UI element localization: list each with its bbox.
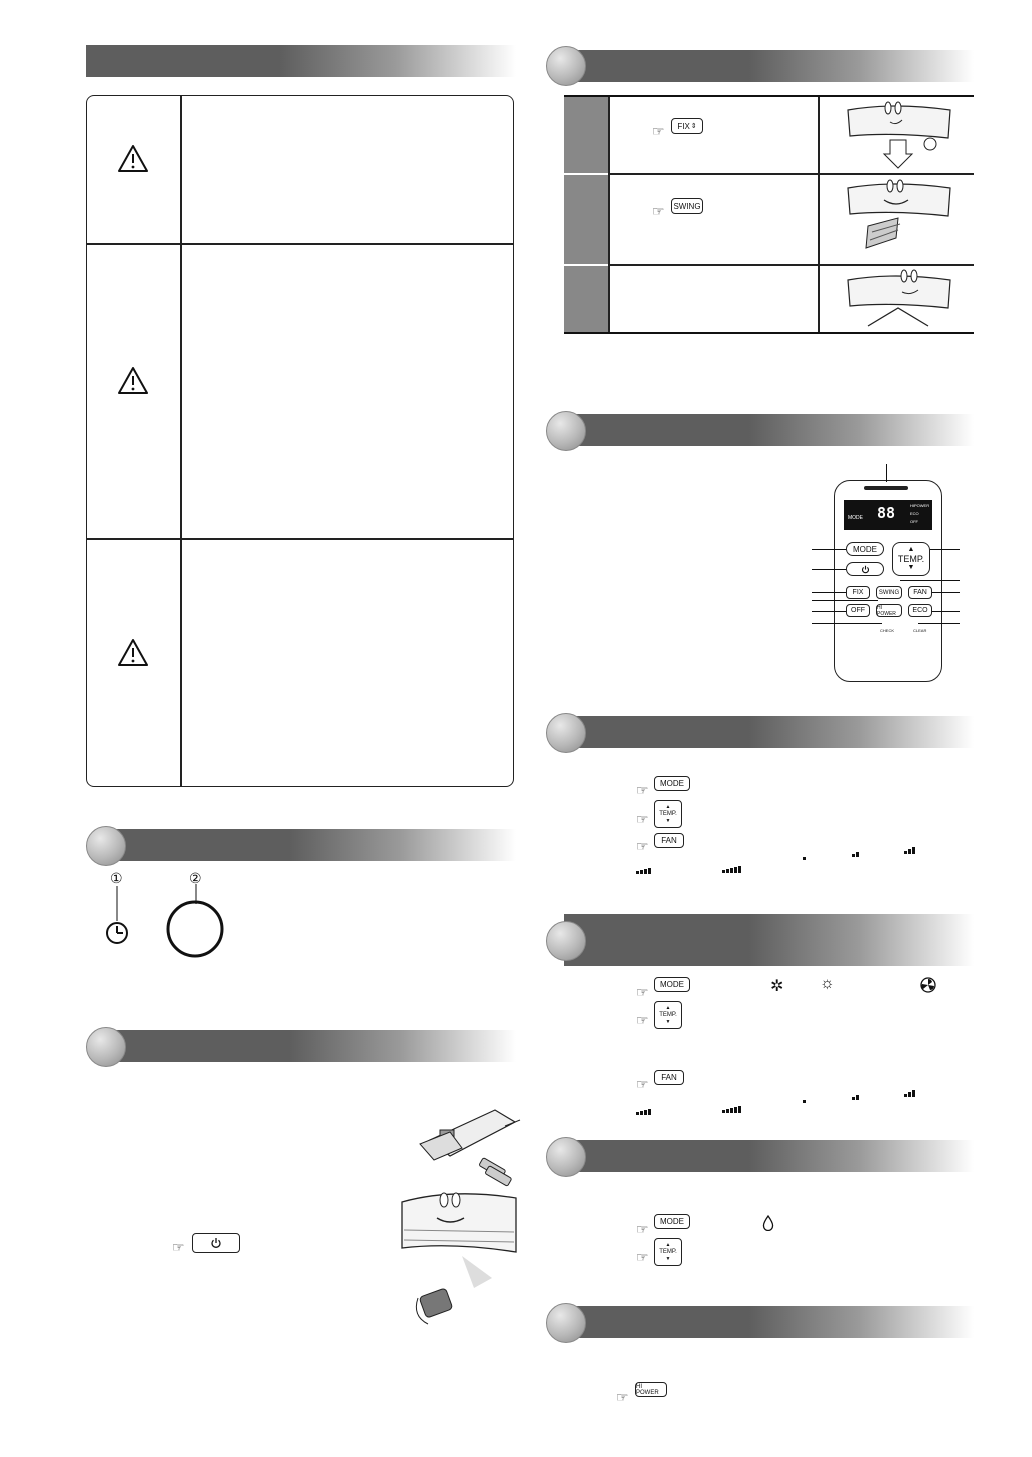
callout-line <box>812 611 846 612</box>
power-icon <box>210 1237 222 1249</box>
table-divider <box>180 96 182 786</box>
fix-button[interactable] <box>671 118 703 134</box>
remote-temp-button[interactable] <box>892 542 930 576</box>
fan-speed-5-icon <box>722 1095 742 1113</box>
remote-callout-top <box>886 464 887 482</box>
down-arrow-icon: ▼ <box>665 1019 671 1025</box>
warning-icon <box>117 366 149 396</box>
table-divider <box>818 95 820 333</box>
pointing-hand-icon: ☞ <box>636 1076 649 1092</box>
warning-table <box>86 95 514 787</box>
temp-label: TEMP. <box>659 1012 677 1018</box>
mode-button[interactable] <box>654 977 690 992</box>
lcd-off-label: OFF <box>910 519 918 524</box>
power-icon <box>861 565 870 574</box>
table-divider <box>608 95 610 333</box>
table-row-divider <box>564 173 608 175</box>
up-arrow-icon: ▲ <box>907 546 915 553</box>
pointing-hand-icon: ☞ <box>636 984 649 1000</box>
callout-line <box>812 623 882 624</box>
off-label: OFF <box>851 607 865 614</box>
pointing-hand-icon: ☞ <box>616 1389 629 1405</box>
dry-drop-icon <box>762 1215 774 1231</box>
section-number-circle <box>546 1303 586 1343</box>
down-arrow-icon: ▼ <box>665 1256 671 1262</box>
fan-button[interactable] <box>654 833 684 848</box>
table-row-divider <box>608 264 974 266</box>
callout-line <box>812 549 846 550</box>
table-row-divider <box>87 243 513 245</box>
louver-auto-illustration <box>838 268 958 332</box>
section-number-circle <box>546 411 586 451</box>
section-header-bar <box>564 50 974 82</box>
mode-label: MODE <box>660 1217 684 1226</box>
remote-clear-label: CLEAR <box>913 628 927 633</box>
callout-line <box>812 569 846 570</box>
fan-speed-4-icon <box>636 1097 652 1115</box>
temp-label: TEMP. <box>897 554 925 564</box>
fan-speed-1-icon <box>803 842 807 860</box>
fan-speed-2-icon <box>852 839 860 857</box>
warning-icon <box>117 144 149 174</box>
mode-button[interactable] <box>654 776 690 791</box>
louver-swing-illustration <box>838 178 958 262</box>
mode-button[interactable] <box>654 1214 690 1229</box>
pointing-hand-icon: ☞ <box>636 1249 649 1265</box>
section-header-bar <box>86 45 516 77</box>
pointing-hand-icon: ☞ <box>636 1221 649 1237</box>
remote-emitter <box>864 486 908 490</box>
pointing-hand-icon: ☞ <box>172 1239 185 1255</box>
fan-label: FAN <box>913 589 927 596</box>
callout-line <box>930 549 960 550</box>
temp-label: TEMP. <box>659 1249 677 1255</box>
up-arrow-icon: ▲ <box>665 804 671 810</box>
mode-label: MODE <box>853 544 877 554</box>
indicator-label-2: ② <box>189 870 202 886</box>
fan-label: FAN <box>661 1073 677 1082</box>
louver-fix-illustration <box>838 100 958 172</box>
pointing-hand-icon: ☞ <box>636 838 649 854</box>
fix-label: FIX <box>852 589 864 596</box>
section-number-circle <box>546 921 586 961</box>
table-label-cell <box>564 95 608 333</box>
mode-label: MODE <box>660 980 684 989</box>
section-number-circle <box>546 1137 586 1177</box>
section-header-bar <box>564 1306 974 1338</box>
pointing-hand-icon: ☞ <box>652 123 665 139</box>
fan-speed-1-icon <box>803 1085 807 1103</box>
receiver-window-icon <box>162 884 228 960</box>
table-bottom <box>564 332 974 334</box>
section-number-circle <box>546 713 586 753</box>
callout-line <box>932 611 960 612</box>
section-header-bar <box>564 716 974 748</box>
table-top <box>564 95 974 97</box>
lcd-eco-label: ECO <box>910 511 919 516</box>
fan-mode-icon <box>920 977 936 993</box>
pointing-hand-icon: ☞ <box>636 782 649 798</box>
battery-insertion-illustration <box>410 1100 522 1188</box>
callout-line <box>900 580 960 581</box>
fan-speed-3-icon <box>904 836 916 854</box>
down-arrow-icon: ▼ <box>907 564 915 571</box>
remote-hipower-button[interactable] <box>876 604 902 617</box>
hipower-button[interactable] <box>635 1382 667 1397</box>
table-row-divider <box>608 173 974 175</box>
lcd-hipower-label: HIPOWER <box>910 503 930 508</box>
pointing-hand-icon: ☞ <box>636 811 649 827</box>
section-header-bar <box>104 1030 516 1062</box>
fan-speed-5-icon <box>722 855 742 873</box>
pointing-hand-icon: ☞ <box>636 1012 649 1028</box>
remote-mode-button[interactable] <box>846 542 884 556</box>
mode-label: MODE <box>660 779 684 788</box>
down-arrow-icon: ▼ <box>665 818 671 824</box>
up-arrow-icon: ▲ <box>665 1005 671 1011</box>
swing-button[interactable] <box>671 198 703 214</box>
fan-label: FAN <box>661 836 677 845</box>
fan-speed-2-icon <box>852 1082 860 1100</box>
indicator-label-1: ① <box>110 870 123 886</box>
hipower-label: HI POWER <box>636 1383 659 1396</box>
section-header-bar <box>564 914 974 966</box>
remote-eco-button[interactable] <box>908 604 932 617</box>
power-button[interactable] <box>192 1233 240 1253</box>
up-arrow-icon: ▲ <box>665 1242 671 1248</box>
swing-label: SWING <box>673 201 701 211</box>
section-number-circle <box>86 1027 126 1067</box>
swing-label: SWING <box>878 589 900 596</box>
unit-with-remote-illustration <box>382 1186 522 1326</box>
fan-button[interactable] <box>654 1070 684 1085</box>
eco-label: ECO <box>912 607 928 614</box>
lcd-mode-label: MODE <box>848 515 863 521</box>
remote-power-button[interactable] <box>846 562 884 576</box>
fix-label: FIX <box>677 121 690 131</box>
fan-speed-4-icon <box>636 856 652 874</box>
lcd-temp-digits: 88 <box>877 504 896 522</box>
lcd-display <box>844 500 932 530</box>
timer-lamp-icon <box>100 886 140 946</box>
pointing-hand-icon: ☞ <box>652 203 665 219</box>
remote-fix-button[interactable] <box>846 586 870 599</box>
section-header-bar <box>104 829 516 861</box>
table-row-divider <box>87 538 513 540</box>
callout-line <box>932 592 960 593</box>
heat-icon: ✲ <box>770 978 784 995</box>
up-down-arrows-icon: ⇕ <box>690 123 697 130</box>
fan-speed-3-icon <box>904 1079 916 1097</box>
remote-fan-button[interactable] <box>908 586 932 599</box>
warning-icon <box>117 638 149 668</box>
callout-line <box>812 592 846 593</box>
section-number-circle <box>546 46 586 86</box>
temp-button[interactable] <box>654 1001 682 1029</box>
section-header-bar <box>564 1140 974 1172</box>
remote-swing-button[interactable] <box>876 586 902 599</box>
section-number-circle <box>86 826 126 866</box>
callout-line <box>918 623 960 624</box>
hipower-label: HI POWER <box>877 604 896 617</box>
remote-off-timer-button[interactable] <box>846 604 870 617</box>
callout-line <box>812 600 878 601</box>
temp-button[interactable] <box>654 800 682 828</box>
temp-button[interactable] <box>654 1238 682 1266</box>
temp-label: TEMP. <box>659 811 677 817</box>
sun-icon: ☼ <box>820 975 835 992</box>
table-row-divider <box>564 264 608 266</box>
remote-check-label: CHECK <box>880 628 895 633</box>
section-header-bar <box>564 414 974 446</box>
